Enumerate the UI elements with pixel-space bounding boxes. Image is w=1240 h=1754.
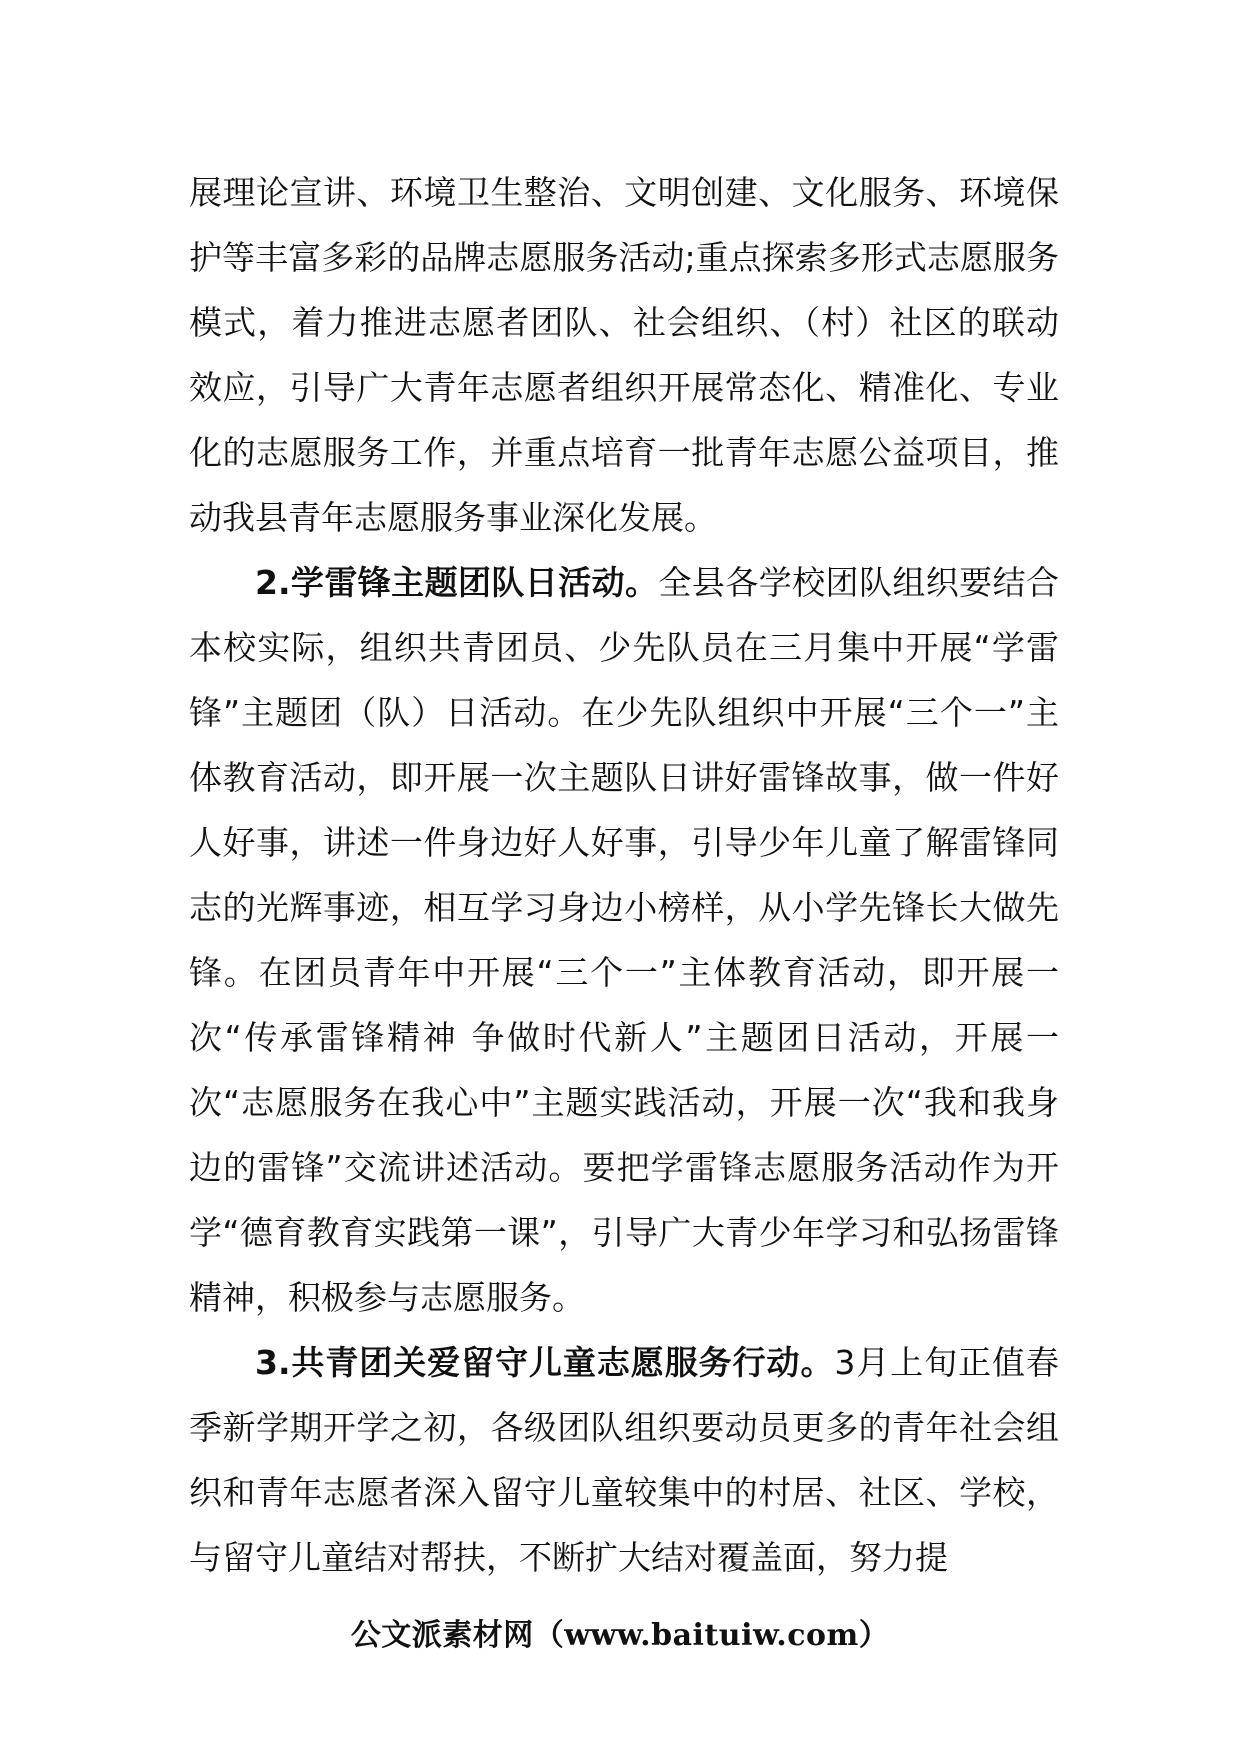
section-heading: 2.学雷锋主题团队日活动。: [255, 563, 659, 602]
paragraph-text: 3月上旬正值春季新学期开学之初，各级团队组织要动员更多的青年社会组织和青年志愿者深入留守儿童较集中的村居、社区、学校，与留守儿童结对帮扶，不断扩大结对覆盖面，努力提: [189, 1343, 1059, 1577]
paragraph-continued: [189, 160, 1059, 550]
paragraph-section-3: [189, 1330, 1059, 1590]
section-heading: 3.共青团关爱留守儿童志愿服务行动。: [255, 1343, 835, 1382]
document-body: [189, 160, 1059, 1590]
paragraph-text: 全县各学校团队组织要结合本校实际，组织共青团员、少先队员在三月集中开展“学雷锋”主题团（队）日活动。在少先队组织中开展“三个一”主体教育活动，即开展一次主题队日讲好雷锋故事，做一件好人好事，讲述一件身边好人好事，引导少年儿童了解雷锋同志的光辉事迹，相互学习身边小榜样，从小学先锋长大做先锋。在团员青年中开展“三个一”主体教育活动，即开展一次“传承雷锋精神 争做时代新人”主题团日活动，开展一次“志愿服务在我心中”主题实践活动，开展一次“我和我身边的雷锋”交流讲述活动。要把学雷锋志愿服务活动作为开学“德育教育实践第一课”，引导广大青少年学习和弘扬雷锋精神，积极参与志愿服务。: [189, 563, 1060, 1317]
paragraph-section-2: [189, 550, 1059, 1330]
footer-watermark: 公文派素材网（www.baituiw.com）: [350, 1618, 890, 1653]
paragraph-text: 展理论宣讲、环境卫生整治、文明创建、文化服务、环境保护等丰富多彩的品牌志愿服务活动;重点探索多形式志愿服务模式，着力推进志愿者团队、社会组织、（村）社区的联动效应，引导广大青年志愿者组织开展常态化、精准化、专业化的志愿服务工作，并重点培育一批青年志愿公益项目，推动我县青年志愿服务事业深化发展。: [189, 173, 1059, 537]
